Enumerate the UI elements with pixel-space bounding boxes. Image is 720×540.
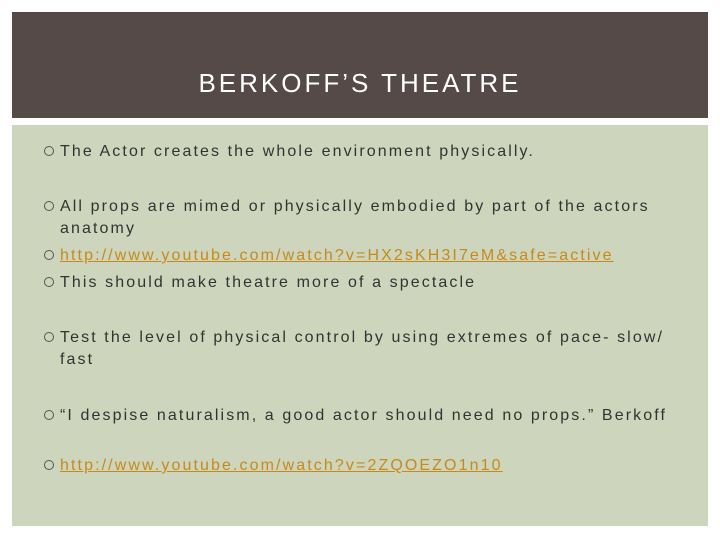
bullet-circle-icon xyxy=(44,277,54,287)
slide-title: BERKOFF’S THEATRE xyxy=(198,68,522,98)
bullet-item xyxy=(44,405,694,427)
bullet-item xyxy=(44,272,694,294)
bullet-text: Test the level of physical control by using extremes of pace- slow/ fast xyxy=(60,329,665,368)
bullet-item xyxy=(44,196,694,240)
bullet-item xyxy=(44,455,694,477)
slide-title-bar xyxy=(12,12,708,118)
bullet-text: The Actor creates the whole environment physically. xyxy=(60,143,535,160)
bullet-item xyxy=(44,327,694,371)
bullet-circle-icon xyxy=(44,410,54,420)
bullet-item xyxy=(44,141,694,163)
bullet-circle-icon xyxy=(44,250,54,260)
bullet-item xyxy=(44,245,694,267)
bullet-circle-icon xyxy=(44,332,54,342)
bullet-circle-icon xyxy=(44,146,54,156)
bullet-circle-icon xyxy=(44,460,54,470)
youtube-link[interactable]: http://www.youtube.com/watch?v=HX2sKH3I7eM&safe=active xyxy=(60,247,614,264)
bullet-text: “I despise naturalism, a good actor should need no props.” Berkoff xyxy=(60,407,668,424)
bullet-text: This should make theatre more of a spectacle xyxy=(60,274,477,291)
youtube-link[interactable]: http://www.youtube.com/watch?v=2ZQOEZO1n10 xyxy=(60,457,503,474)
bullet-text: All props are mimed or physically embodied by part of the actors anatomy xyxy=(60,198,650,237)
bullet-circle-icon xyxy=(44,201,54,211)
